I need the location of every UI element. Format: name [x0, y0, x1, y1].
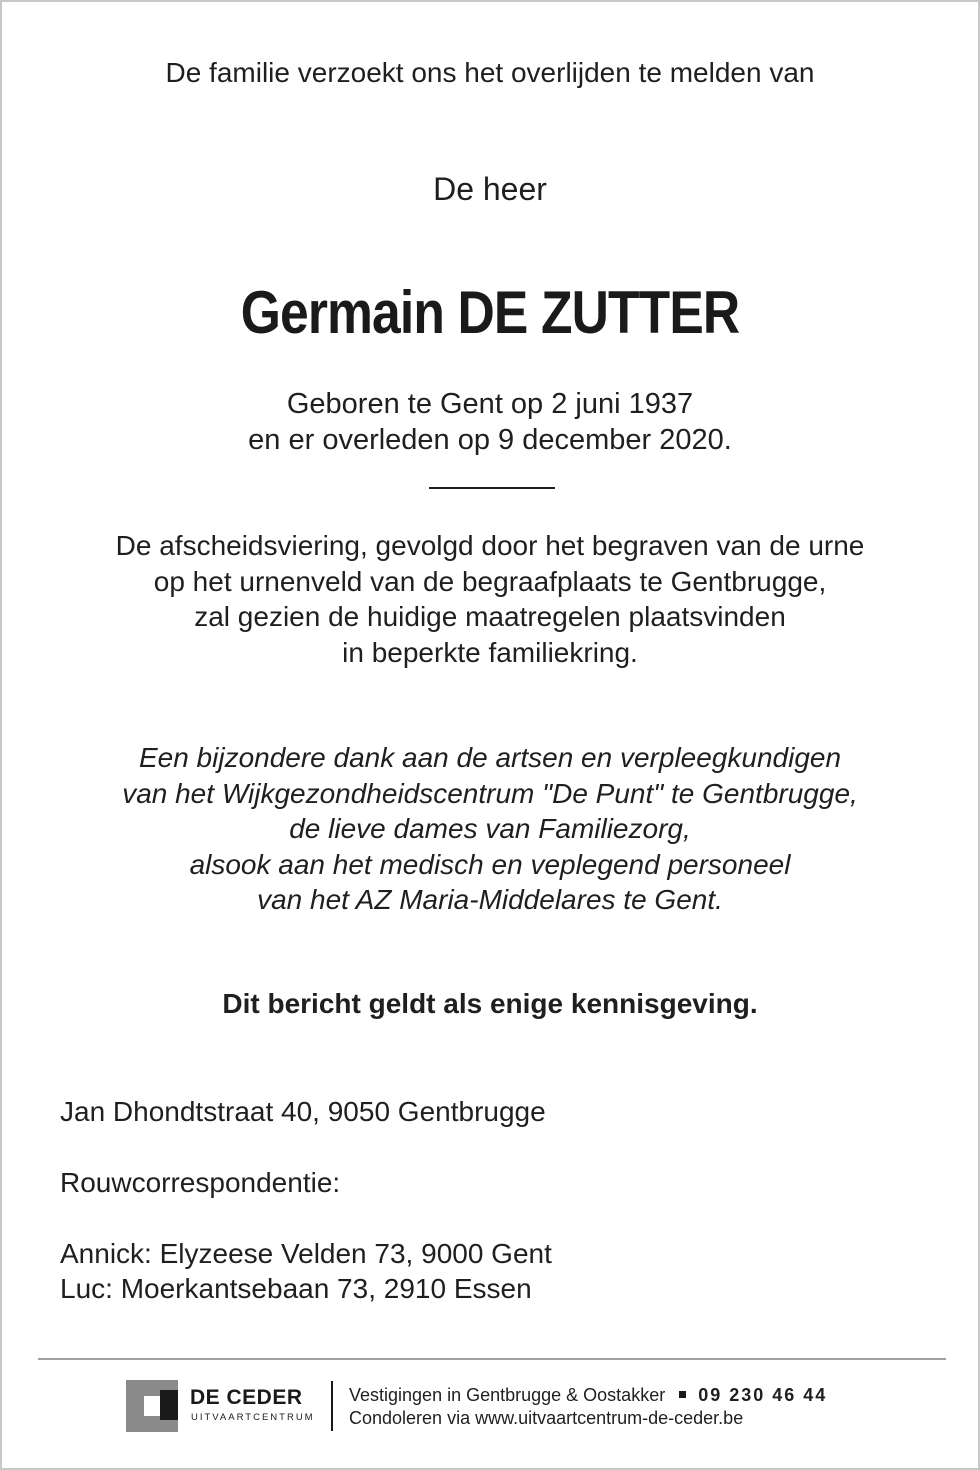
thanks-line: Een bijzondere dank aan de artsen en verpleegkundigen	[138, 742, 842, 773]
intro-text: De familie verzoekt ons het overlijden te melden van	[165, 57, 815, 88]
thanks-text	[2, 740, 978, 918]
footer-divider	[38, 1358, 946, 1360]
ceremony-line: De afscheidsviering, gevolgd door het begraven van de urne	[115, 530, 865, 561]
deceased-name: Germain DE ZUTTER	[240, 279, 740, 346]
thanks-line: alsook aan het medisch en veplegend personeel	[189, 848, 791, 880]
salutation: De heer	[433, 171, 547, 207]
correspondence-contacts	[60, 1236, 552, 1306]
footer-line-locations	[349, 1384, 827, 1407]
ceremony-line: zal gezien de huidige maatregelen plaatsvinden	[194, 601, 786, 632]
thanks-line: van het Wijkgezondheidscentrum "De Punt" te Gentbrugge,	[122, 777, 858, 809]
thanks-line: de lieve dames van Familiezorg,	[289, 813, 691, 844]
ceremony-line: op het urnenveld van de begraafplaats te Gentbrugge,	[153, 565, 827, 597]
square-bullet-icon	[679, 1391, 686, 1398]
life-dates	[2, 386, 978, 458]
family-address: Jan Dhondtstraat 40, 9050 Gentbrugge	[60, 1096, 546, 1127]
birth-line: Geboren te Gent op 2 juni 1937	[286, 388, 694, 420]
contact-line: Annick: Elyzeese Velden 73, 9000 Gent	[60, 1238, 552, 1269]
death-line: en er overleden op 9 december 2020.	[248, 424, 732, 456]
ceder-logo-icon	[126, 1380, 178, 1432]
logo-name: DE CEDER	[190, 1386, 303, 1409]
ceremony-text	[2, 528, 978, 670]
locations-text: Vestigingen in Gentbrugge & Oostakker	[349, 1385, 666, 1405]
ceremony-line: in beperkte familiekring.	[342, 636, 638, 668]
condolence-text[interactable]: Condoleren via www.uitvaartcentrum-de-ceder.be	[349, 1408, 744, 1428]
phone-number: 09 230 46 44	[698, 1385, 828, 1405]
notice-text: Dit bericht geldt als enige kennisgeving.	[222, 988, 758, 1019]
footer-info	[349, 1384, 827, 1430]
correspondence-label: Rouwcorrespondentie:	[60, 1167, 341, 1198]
divider-line	[429, 487, 555, 489]
footer-vertical-separator	[331, 1381, 333, 1431]
funeral-home-logo	[126, 1380, 326, 1432]
logo-subtitle: UITVAARTCENTRUM	[191, 1412, 315, 1423]
contact-line: Luc: Moerkantsebaan 73, 2910 Essen	[60, 1273, 532, 1304]
thanks-line: van het AZ Maria-Middelares te Gent.	[257, 884, 723, 915]
